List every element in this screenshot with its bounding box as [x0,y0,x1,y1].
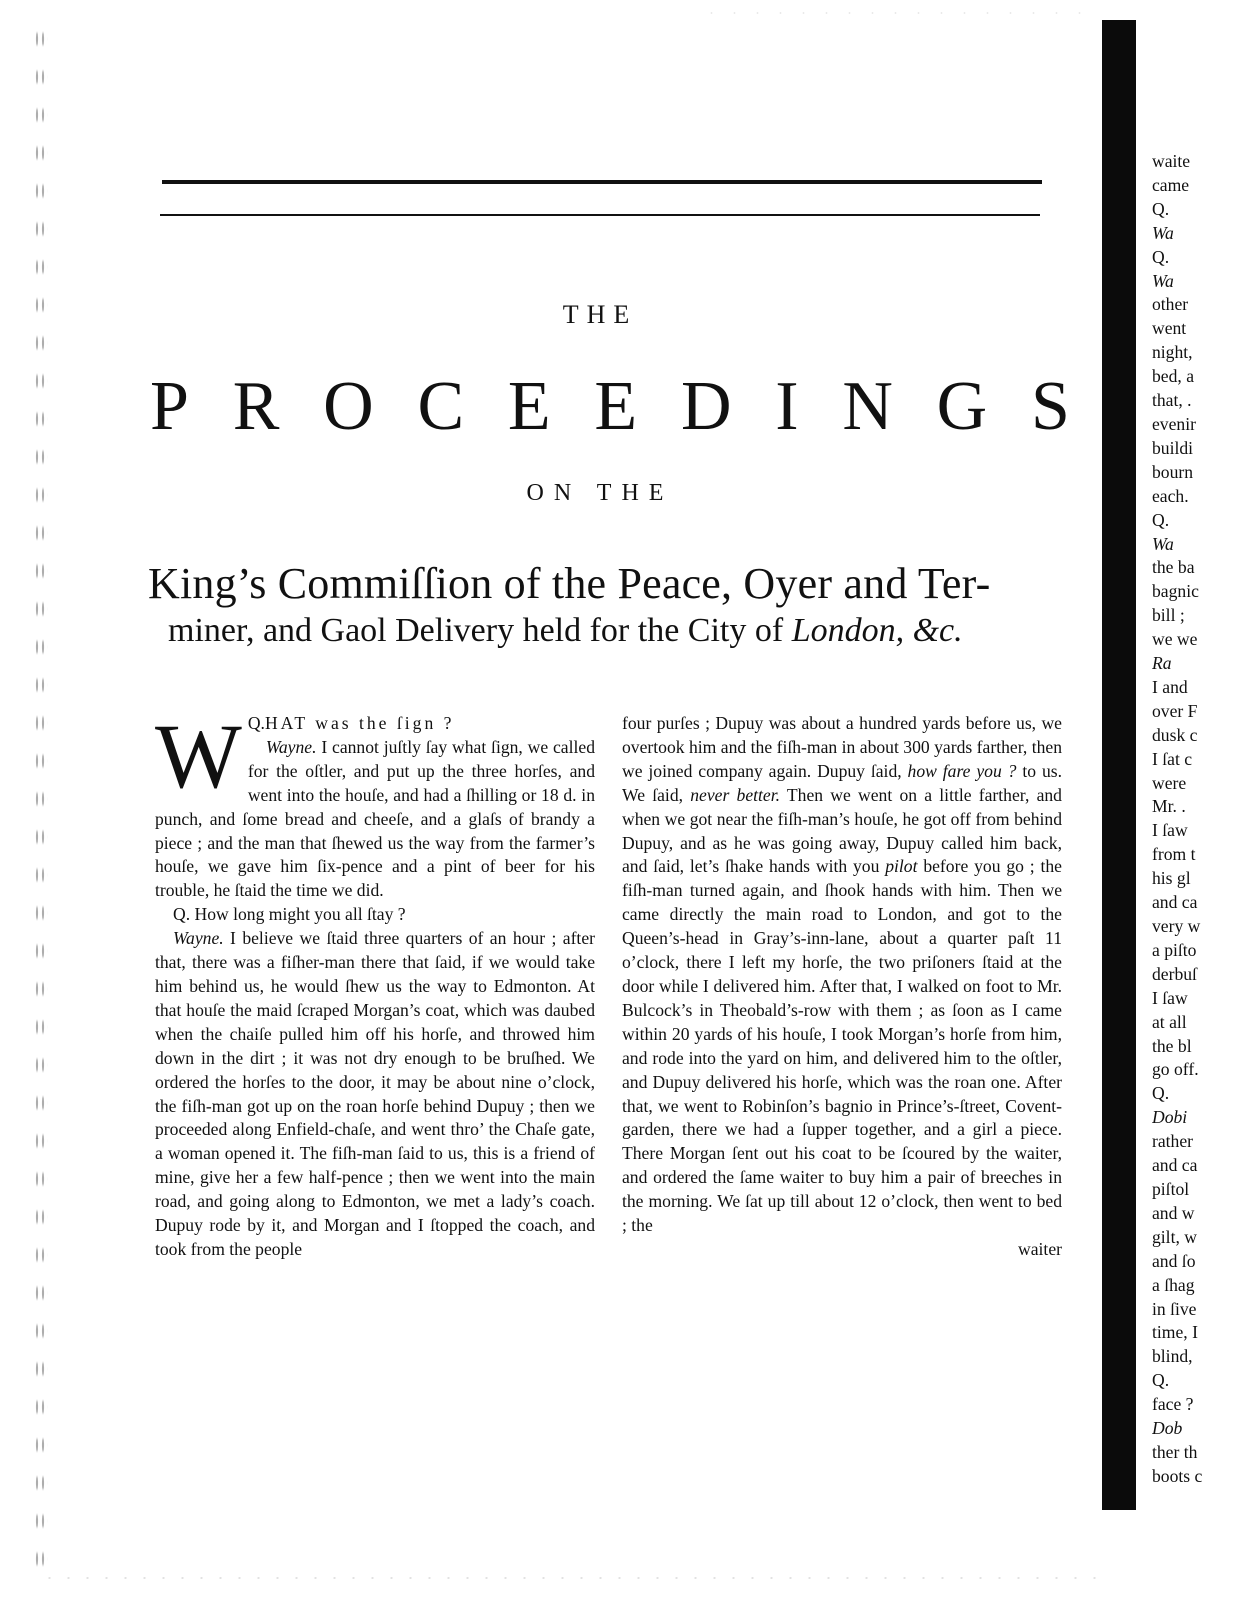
paragraph-text: I cannot juſtly ſay what ſign, we called for the oſtler, and put up the three horſes, and went into the houſe, and had a ſhilling or 18 d. in punch, and ſome bread and cheeſe, and a glaſs of brandy a piece ; and the man that ſhewed us the way from the farmer’s houſe, we gave him ſix-pence and a pint of beer for his trouble, he ſtaid the time we did. [155,736,595,901]
title-on-the: ON THE [526,480,674,506]
fragment-line: other [1152,294,1189,315]
fragment-line: Wa [1152,222,1174,243]
fragment-line: and w [1152,1202,1195,1223]
commission-line2-italic: London, &c. [791,612,963,649]
fragment-line: bed, a [1152,366,1195,387]
fragment-line: and ca [1152,892,1198,913]
fragment-line: dusk c [1152,724,1198,745]
fragment-line: face ? [1152,1394,1194,1415]
drop-cap: W [155,705,242,807]
fragment-line: over F [1152,700,1198,721]
header-rule-thin [160,214,1040,216]
adjacent-page-fragment [1152,150,1247,1489]
fragment-line: Q. [1152,1370,1170,1391]
fragment-line: bagnic [1152,581,1199,602]
first-question-text: HAT was the ſign ? [264,713,455,733]
fragment-line: very w [1152,916,1201,936]
fragment-line: at all [1152,1011,1187,1032]
fragment-line: Wa [1152,270,1174,291]
title-letter: D [680,368,732,445]
fragment-line: each. [1152,485,1189,506]
fragment-line: his gl [1152,868,1191,889]
fragment-line: that, . [1152,390,1192,411]
fragment-line: I ſaw [1152,987,1188,1008]
text-run: to us. We ſaid, [622,760,1062,805]
title-letter: S [1030,368,1070,445]
scan-noise-left [34,20,48,1580]
speaker-name: Wayne. [173,928,224,949]
left-column-body [155,736,595,1262]
scan-noise-bottom [40,1574,1110,1582]
title-commission-line2 [168,612,1048,650]
title-letter: O [323,368,374,445]
fragment-line: Ra [1152,653,1172,674]
left-column [155,705,595,1262]
paragraph-text: I believe we ſtaid three quarters of an hour ; after that, there was a fiſher-man there that ſaid, if we would take him behind us, he would ſhew us the way to Edmonton. At that houſe the maid ſcraped Morgan’s coat, which was daubed when the chaiſe pulled him off his horſe, and throwed him down in the dirt ; it was not dry enough to be bruſhed. We ordered the horſes to the door, it may be about nine o’clock, the fiſh-man got up on the roan horſe behind Dupuy ; then we proceeded along Enfield-chaſe, and went thro’ the Chaſe gate, a woman opened it. The fiſh-man ſaid to us, this is a friend of mine, give her a few half-pence ; then we went into the main road, and going along to Edmonton, we met a lady’s coach. Dupuy rode by it, and Morgan and I ſtopped the coach, and took from the people [155,928,595,1259]
fragment-line: gilt, w [1152,1226,1197,1247]
paragraph [155,903,595,927]
text-run: before you go ; the fiſh-man turned again, and ſhook hands with him. Then we came directly the main road to London, and got to the Queen’s-head in Gray’s-inn-lane, about a quarter paſt 11 o’clock, there I left my horſe, the two priſoners ſtaid at the door while I delivered him. After that, I walked on foot to Mr. Bulcock’s in Theobald’s-row with them ; as ſoon as I came within 20 yards of his houſe, I took Morgan’s horſe from him, and rode into the yard on him, and delivered him to the oſtler, and Dupuy delivered his horſe, which was the roan one. After that, we went to Robinſon’s bagnio in Prince’s-ſtreet, Covent-garden, there we had a ſupper together, and a girl a piece. There Morgan ſent out his coat to be ſcoured by the waiter, and ordered the ſame waiter to buy him a pair of breeches in the morning. We ſat up till about 12 o’clock, then went to bed ; the [622,856,1062,1236]
fragment-line: I ſat c [1152,748,1193,769]
title-letter: R [232,368,280,445]
fragment-line: we we [1152,629,1198,650]
title-proceedings [150,368,1070,445]
fragment-line: I and [1152,676,1188,697]
fragment-line: waite [1152,151,1191,171]
fragment-line: derbuſ [1152,963,1197,984]
title-letter: P [150,368,189,445]
fragment-line: came [1152,174,1190,195]
italic-run: how fare you ? [907,760,1017,781]
title-the: THE [562,300,638,329]
commission-line2-text: miner, and Gaol Delivery held for the City of [168,612,792,649]
fragment-line: Dob [1152,1418,1183,1439]
fragment-line: Mr. . [1152,796,1186,817]
fragment-line: bill ; [1152,605,1185,626]
fragment-line: were [1152,772,1187,793]
fragment-line: Q. [1152,1083,1170,1104]
fragment-line: piſtol [1152,1178,1190,1199]
fragment-line: Q. [1152,246,1170,267]
q-label: Q. [247,713,265,733]
fragment-line: Q. [1152,509,1170,530]
fragment-line: night, [1152,342,1193,363]
fragment-line: ther th [1152,1441,1198,1462]
fragment-line: buildi [1152,437,1194,458]
fragment-line: blind, [1152,1346,1193,1367]
fragment-line: in ſive [1152,1298,1197,1319]
title-commission-line1: King’s Commiſſion of the Peace, Oyer and Ter- [148,559,991,608]
text-run: Then we went on a little farther, and when we got near the fiſh-man’s houſe, he got off from behind Dupuy, and as he was going away, Dupuy called him back, and ſaid, let’s ſhake hands with you [622,784,1062,877]
title-letter: E [594,368,638,445]
title-letter: C [417,368,465,445]
fragment-line: the ba [1152,557,1195,578]
speaker-name: Wayne. [265,736,317,757]
fragment-line: Dobi [1152,1107,1188,1128]
fragment-line: went [1152,318,1187,339]
title-letter: I [775,368,799,445]
italic-run: never better. [690,784,781,805]
header-rule-thick [162,180,1042,184]
title-letter: E [507,368,551,445]
text-run: four purſes ; Dupuy was about a hundred yards before us, we overtook him and the fiſh-man in about 300 yards farther, then we joined company again. Dupuy ſaid, [622,713,1062,781]
fragment-line: time, I [1152,1322,1198,1343]
fragment-line: a ſhag [1152,1274,1195,1295]
middle-column [622,712,1062,1262]
fragment-line: bourn [1152,461,1194,482]
scan-noise-top [700,10,1100,16]
fragment-line: and ca [1152,1155,1198,1176]
fragment-line: I ſaw [1152,820,1188,841]
fragment-line: rather [1152,1131,1194,1152]
paragraph [155,927,595,1262]
fragment-line: go off. [1152,1059,1199,1080]
fragment-line: from t [1152,844,1196,865]
middle-paragraph [622,712,1062,1238]
fragment-line: the bl [1152,1035,1192,1056]
paragraph-text: Q. How long might you all ſtay ? [173,904,406,925]
catchword: waiter [1018,1238,1062,1259]
page-gutter-shadow [1102,20,1136,1510]
fragment-line: a piſto [1152,939,1197,960]
title-letter: G [936,368,988,445]
fragment-line: evenir [1152,413,1196,434]
fragment-line: boots c [1152,1465,1203,1486]
fragment-line: Q. [1152,198,1170,219]
title-letter: N [842,368,893,445]
fragment-line: Wa [1152,533,1174,554]
fragment-line: and ſo [1152,1250,1196,1271]
italic-run: pilot [885,856,918,877]
